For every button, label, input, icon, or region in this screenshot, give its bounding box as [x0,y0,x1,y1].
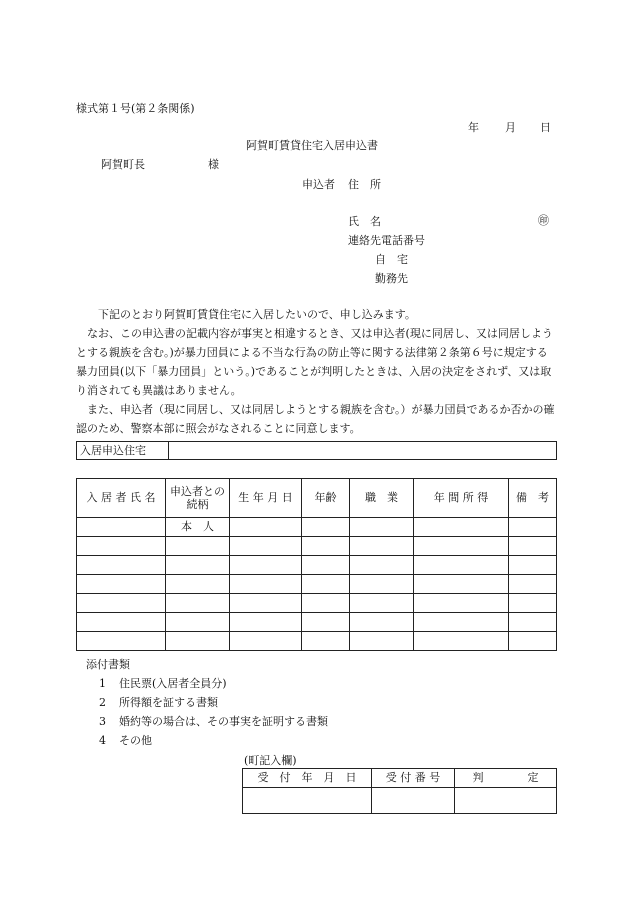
cell-annual-income[interactable] [414,537,509,556]
cell-annual-income[interactable] [414,575,509,594]
cell-annual-income[interactable] [414,632,509,651]
cell-remarks[interactable] [509,556,557,575]
cell-relationship[interactable] [166,594,230,613]
attachment-item [99,678,227,689]
home-phone-label: 自 宅 [375,253,408,266]
cell-relationship[interactable] [166,537,230,556]
cell-occupation[interactable] [350,575,414,594]
cell-birth-date[interactable] [230,556,302,575]
cell-judgment[interactable] [455,788,557,814]
attachment-text: 住民票(入居者全員分) [119,677,227,690]
cell-age[interactable] [302,518,350,537]
cell-occupation[interactable] [350,613,414,632]
declaration-paragraph-3: また、申込者（現に同居し、又は同居しようとする親族を含む。）が暴力団員であるか否かの確認のため、警察本部に照会がなされることに同意します。 [76,403,555,435]
cell-name[interactable] [77,575,166,594]
header-occupant-name: 入 居 者 氏 名 [77,479,166,518]
housing-label: 入居申込住宅 [77,442,169,460]
declaration-paragraph-1: 下記のとおり阿賀町賃貸住宅に入居したいので、申し込みます。 [98,308,416,321]
attachment-text: 婚約等の場合は、その事実を証明する書類 [119,715,328,728]
cell-name[interactable] [77,518,166,537]
cell-name[interactable] [77,594,166,613]
work-phone-label: 勤務先 [375,272,408,285]
cell-remarks[interactable] [509,632,557,651]
attachment-item [99,735,152,746]
attachment-number: 2 [99,696,106,709]
date-year: 年 [468,121,479,134]
attachment-item [99,697,218,708]
housing-value[interactable] [169,442,557,460]
cell-name[interactable] [77,537,166,556]
cell-occupation[interactable] [350,537,414,556]
office-use-caption: (町記入欄) [244,754,297,767]
header-annual-income: 年 間 所 得 [414,479,509,518]
cell-annual-income[interactable] [414,518,509,537]
header-birth-date: 生 年 月 日 [230,479,302,518]
cell-annual-income[interactable] [414,594,509,613]
cell-birth-date[interactable] [230,575,302,594]
header-occupation: 職 業 [350,479,414,518]
cell-name[interactable] [77,613,166,632]
name-label: 氏 名 [348,215,381,228]
cell-receipt-date[interactable] [243,788,372,814]
seal-mark: ㊞ [538,214,549,227]
table-row [77,518,557,537]
attachments-title: 添付書類 [86,658,130,671]
cell-relationship[interactable] [166,575,230,594]
attachment-number: 1 [99,677,106,690]
header-age: 年齢 [302,479,350,518]
cell-relationship[interactable] [166,613,230,632]
cell-birth-date[interactable] [230,537,302,556]
table-row [77,632,557,651]
table-row [77,613,557,632]
cell-age[interactable] [302,556,350,575]
cell-birth-date[interactable] [230,632,302,651]
cell-remarks[interactable] [509,575,557,594]
cell-relationship: 本 人 [166,518,230,537]
cell-birth-date[interactable] [230,613,302,632]
header-receipt-number: 受 付 番 号 [372,769,455,788]
attachment-number: 4 [99,734,106,747]
cell-remarks[interactable] [509,613,557,632]
form-number: 様式第１号(第２条関係) [76,102,195,115]
cell-remarks[interactable] [509,594,557,613]
occupants-table [76,478,557,651]
addressee-name: 阿賀町長 [101,158,145,171]
cell-annual-income[interactable] [414,556,509,575]
header-receipt-date: 受 付 年 月 日 [243,769,372,788]
cell-annual-income[interactable] [414,613,509,632]
cell-occupation[interactable] [350,632,414,651]
declaration-paragraph-2: なお、この申込書の記載内容が事実と相違するとき、又は申込者(現に同居し、又は同居しようとする親族を含む。)が暴力団員による不当な行為の防止等に関する法律第２条第６号に規定する暴力団員(以下「暴力団員」という。)であることが判明したときは、入居の決定をされず、又は取り消されても異議はありません。 [76,327,553,397]
cell-remarks[interactable] [509,537,557,556]
cell-relationship[interactable] [166,632,230,651]
header-judgment: 判 定 [455,769,557,788]
address-label: 住 所 [348,178,381,191]
cell-birth-date[interactable] [230,518,302,537]
cell-relationship[interactable] [166,556,230,575]
attachment-item [99,716,328,727]
cell-age[interactable] [302,613,350,632]
cell-remarks[interactable] [509,518,557,537]
attachment-text: 所得額を証する書類 [119,696,218,709]
cell-occupation[interactable] [350,594,414,613]
header-relationship: 申込者との続柄 [166,479,230,518]
housing-table [76,441,557,460]
cell-name[interactable] [77,632,166,651]
office-use-table [242,768,557,814]
date-month: 月 [505,121,516,134]
cell-occupation[interactable] [350,518,414,537]
page-title: 阿賀町賃貸住宅入居申込書 [246,139,378,152]
cell-receipt-number[interactable] [372,788,455,814]
cell-age[interactable] [302,594,350,613]
cell-age[interactable] [302,537,350,556]
cell-occupation[interactable] [350,556,414,575]
applicant-label: 申込者 [302,178,335,191]
date-day: 日 [540,121,551,134]
table-row [77,556,557,575]
table-row [77,575,557,594]
attachment-text: その他 [119,734,152,747]
cell-age[interactable] [302,575,350,594]
addressee-honorific: 様 [208,158,219,171]
header-remarks: 備 考 [509,479,557,518]
cell-age[interactable] [302,632,350,651]
declaration-text [76,305,558,438]
cell-name[interactable] [77,556,166,575]
phone-label: 連絡先電話番号 [348,234,425,247]
table-row [77,537,557,556]
table-row [77,594,557,613]
attachment-number: 3 [99,715,106,728]
cell-birth-date[interactable] [230,594,302,613]
